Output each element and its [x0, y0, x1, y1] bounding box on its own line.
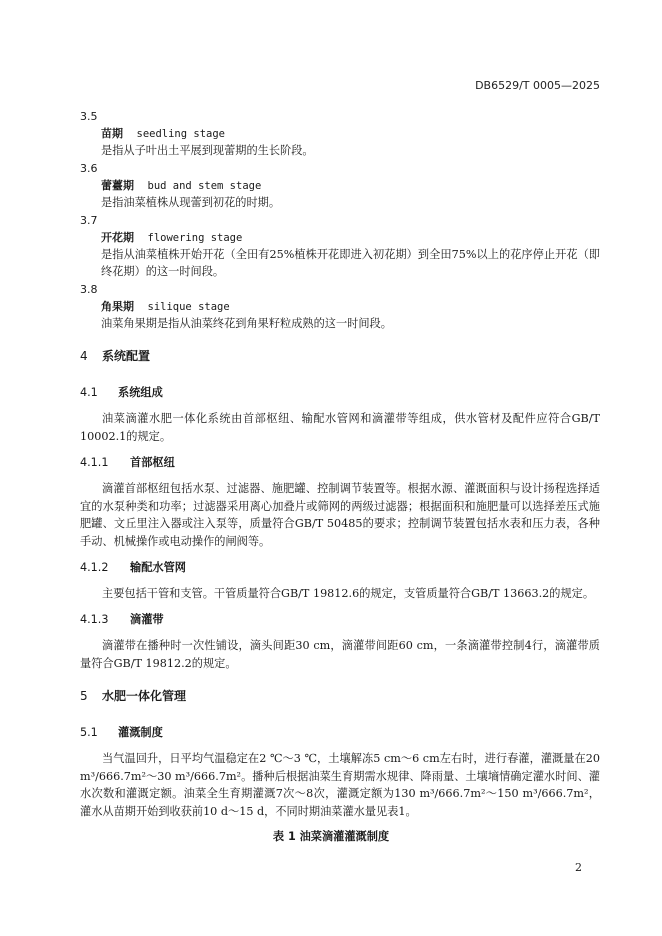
- term-number: 3.5: [80, 110, 98, 123]
- paragraph: 当气温回升，日平均气温稳定在2 ℃～3 ℃，土壤解冻5 cm～6 cm左右时，进行春灌，灌溉量在20 m³/666.7m²～30 m³/666.7m²。播种后根据油菜生育期需水规律、降雨量、土壤墒情确定灌水时间、灌水次数和灌溉定额。油菜全生育期灌溉7次～8次，灌溉定额为130 m³/666.7m²～150 m³/666.7m²，灌水从苗期开始到收获前10 d～15 d，不同时期油菜灌水量见表1。: [80, 752, 600, 818]
- page-number: 2: [575, 861, 582, 874]
- paragraph: 滴灌带在播种时一次性铺设，滴头间距30 cm，滴灌带间距60 cm，一条滴灌带控制4行，滴灌带质量符合GB/T 19812.2的规定。: [80, 639, 600, 670]
- term-number: 3.6: [80, 162, 98, 175]
- subsection-number: 4.1.3: [80, 613, 109, 626]
- paragraph: 滴灌首部枢纽包括水泵、过滤器、施肥罐、控制调节装置等。根据水源、灌溉面积与设计扬程选择适宜的水泵种类和功率；过滤器采用离心加叠片或筛网的两级过滤器；根据面积和施肥量可以选择差压式施肥罐、文丘里注入器或注入泵等，质量符合GB/T 50485的要求；控制调节装置包括水表和压力表，各种手动、机械操作或电动操作的闸阀等。: [80, 482, 600, 548]
- term-heading: [101, 298, 230, 316]
- term-english: flowering stage: [147, 232, 243, 244]
- subsection-title: 灌溉制度: [118, 726, 163, 739]
- paragraph: 油菜滴灌水肥一体化系统由首部枢纽、输配水管网和滴灌带等组成，供水管材及配件应符合GB/T 10002.1的规定。: [80, 412, 600, 443]
- subsection-title: 输配水管网: [130, 561, 186, 574]
- term-english: seedling stage: [136, 128, 226, 140]
- section-heading: [80, 688, 186, 705]
- subsection-number: 5.1: [80, 726, 98, 739]
- table-caption: 表 1 油菜滴灌灌溉制度: [272, 830, 390, 843]
- term-number: 3.8: [80, 283, 98, 296]
- subsection-title: 首部枢纽: [130, 456, 175, 469]
- subsection-title: 滴灌带: [130, 613, 164, 626]
- subsection-number: 4.1: [80, 386, 98, 399]
- section-title: 系统配置: [102, 349, 151, 363]
- term-definition: 油菜角果期是指从油菜终花到角果籽粒成熟的这一时间段。: [101, 317, 392, 330]
- term-chinese: 角果期: [101, 300, 134, 313]
- subsection-heading: [80, 384, 163, 401]
- term-definition: 是指从油菜植株开始开花（全田有25%植株开花即进入初花期）到全田75%以上的花序停止开花（即终花期）的这一时间段。: [101, 248, 600, 278]
- term-definition: 是指油菜植株从现蕾到初花的时期。: [101, 196, 281, 209]
- term-chinese: 蕾薹期: [101, 179, 134, 192]
- document-id-header: DB6529/T 0005—2025: [475, 79, 600, 92]
- subsection-heading: [80, 611, 164, 628]
- subsection-heading: [80, 724, 163, 741]
- term-chinese: 苗期: [101, 127, 123, 140]
- term-heading: [101, 177, 261, 195]
- subsection-number: 4.1.1: [80, 456, 109, 469]
- term-english: silique stage: [147, 301, 230, 313]
- term-english: bud and stem stage: [147, 180, 262, 192]
- section-title: 水肥一体化管理: [102, 689, 187, 703]
- term-chinese: 开花期: [101, 231, 134, 244]
- subsection-heading: [80, 559, 186, 576]
- subsection-number: 4.1.2: [80, 561, 109, 574]
- term-heading: [101, 229, 242, 247]
- section-number: 5: [80, 689, 88, 703]
- section-number: 4: [80, 349, 88, 363]
- section-heading: [80, 348, 150, 365]
- term-number: 3.7: [80, 214, 98, 227]
- subsection-title: 系统组成: [118, 386, 163, 399]
- subsection-heading: [80, 454, 175, 471]
- term-heading: [101, 125, 225, 143]
- term-definition: 是指从子叶出土平展到现蕾期的生长阶段。: [101, 144, 314, 157]
- paragraph: 主要包括干管和支管。干管质量符合GB/T 19812.6的规定，支管质量符合GB/T 13663.2的规定。: [102, 587, 595, 600]
